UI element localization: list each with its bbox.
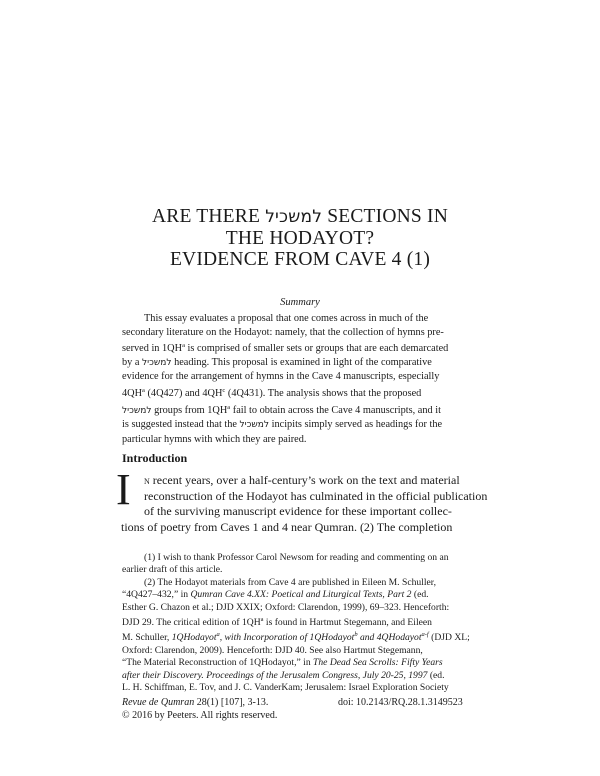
abstract: [122, 312, 486, 446]
body-line: reconstruction of the Hodayot has culminated in the official publication: [144, 488, 488, 503]
abstract-line: This essay evaluates a proposal that one comes across in much of the: [144, 313, 429, 324]
footnote-2-line: Esther G. Chazon et al.; DJD XXIX; Oxford: Clarendon, 1999), 69–323. Henceforth:: [122, 601, 450, 613]
body-line: n recent years, over a half-century’s work on the text and material: [144, 473, 460, 487]
abstract-line: evidence for the arrangement of hymns in the Cave 4 manuscripts, especially: [122, 371, 440, 383]
footnote-2-line: (2) The Hodayot materials from Cave 4 are published in Eileen M. Schuller,: [144, 576, 436, 588]
abstract-line: secondary literature on the Hodayot: namely, that the collection of hymns pre-: [122, 326, 444, 338]
abstract-line: by a למשכיל heading. This proposal is examined in light of the comparative: [122, 356, 432, 368]
hebrew-word: למשכיל: [265, 207, 323, 227]
journal-name: Revue de Qumran: [122, 697, 195, 708]
doi: doi: 10.2143/RQ.28.1.3149523: [338, 697, 463, 708]
body-line: tions of poetry from Caves 1 and 4 near Qumran. (2) The completion: [121, 519, 453, 534]
footnote-2-line: M. Schuller, 1QHodayot$^a$, with Incorporation of 1QHodayot$^b$ and 4QHodayot$^{a-f}$ (DJD XL;: [122, 631, 470, 644]
body-line: of the surviving manuscript evidence for these important collec-: [144, 504, 452, 518]
footnote-1-line: (1) I wish to thank Professor Carol Newsom for reading and commenting on an: [144, 552, 449, 563]
abstract-line: is suggested instead that the למשכיל incipits simply served as headings for the: [122, 419, 443, 431]
footnote-2-line: DJD 29. The critical edition of $1QH^a$ is found in Hartmut Stegemann, and Eileen: [122, 616, 432, 629]
abstract-line: particular hymns with which they are paired.: [122, 433, 307, 445]
title-line-3: EVIDENCE FROM CAVE 4 (1): [169, 249, 431, 270]
copyright: © 2016 by Peeters. All rights reserved.: [122, 709, 278, 721]
section-heading-introduction: Introduction: [122, 451, 188, 465]
footnote-2-line: after their Discovery. Proceedings of the Jerusalem Congress, July 20-25, 1997 (ed.: [122, 669, 445, 681]
footnote-2-line: “4Q427–432,” in Qumran Cave 4.XX: Poetical and Liturgical Texts, Part 2 (ed.: [122, 589, 429, 601]
drop-cap: I: [116, 465, 131, 514]
introduction-paragraph: [121, 473, 488, 535]
title-line-2: THE HODAYOT?: [225, 228, 375, 249]
footnote-2-line: Oxford: Clarendon, 2009). Henceforth: DJD 40. See also Hartmut Stegemann,: [122, 644, 423, 656]
article-title: [90, 206, 510, 270]
footer-citation: Revue de Qumran 28(1) [107], 3-13. © 2016 by Peeters. All rights reserved.: [122, 697, 278, 721]
summary-label: Summary: [280, 297, 320, 308]
abstract-line: served in $1QH^a$ is comprised of smaller sets or groups that are each demarcated: [122, 342, 449, 355]
footnotes: [122, 552, 488, 694]
abstract-line: למשכיל groups from $1QH^a$ fail to obtain across the Cave 4 manuscripts, and it: [122, 403, 441, 416]
abstract-line: $4QH^a$ (4Q427) and $4QH^c$ (4Q431). The analysis shows that the proposed: [122, 386, 422, 399]
footnote-2-line: L. H. Schiffman, E. Tov, and J. C. VanderKam; Jerusalem: Israel Exploration Society: [122, 682, 449, 694]
title-line-1: ARE THERE למשכיל SECTIONS IN: [151, 206, 449, 227]
footnote-2-line: “The Material Reconstruction of 1QHodayot,” in The Dead Sea Scrolls: Fifty Years: [122, 657, 443, 669]
footnote-1-line: earlier draft of this article.: [122, 564, 223, 576]
